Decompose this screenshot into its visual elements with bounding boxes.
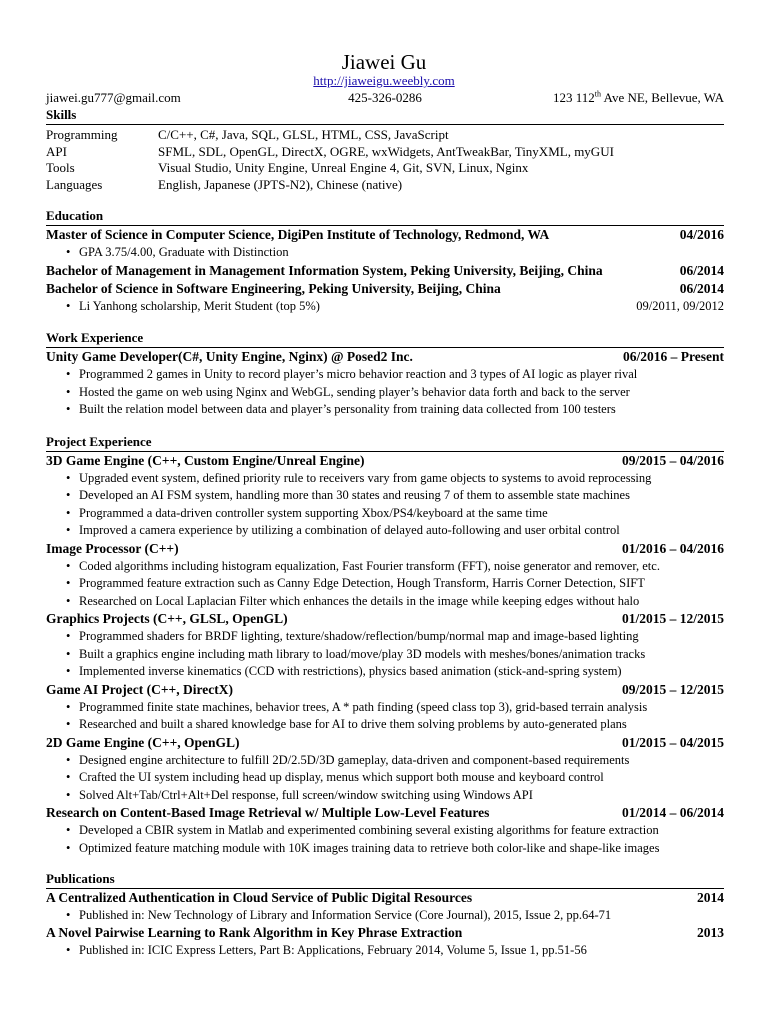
publication-entry: A Novel Pairwise Learning to Rank Algorithm in Key Phrase Extraction 2013 <box>46 925 724 940</box>
bullet-date: 09/2011, 09/2012 <box>636 298 724 313</box>
bullet-item: • Hosted the game on web using Nginx and WebGL, sending player’s behavior data forth and back to the server <box>46 384 724 402</box>
phone-text: 425-326-0286 <box>348 90 422 105</box>
skills-section <box>46 107 724 193</box>
bullet-item: • Programmed shaders for BRDF lighting, texture/shadow/reflection/bump/normal map and image-based lighting <box>46 628 724 646</box>
skill-row <box>46 127 724 144</box>
bullet-item: • Built the relation model between data and player’s personality from training data collected from 100 testers <box>46 401 724 419</box>
bullet-item: • GPA 3.75/4.00, Graduate with Distinction <box>46 244 724 262</box>
website-row <box>0 73 768 89</box>
bullet-item: • Solved Alt+Tab/Ctrl+Alt+Del response, full screen/window switching using Windows API <box>46 787 724 805</box>
section-title: Skills <box>46 107 724 125</box>
bullet-item: • Optimized feature matching module with 10K images training data to retrieve both color-like and shape-like images <box>46 840 724 858</box>
skill-label: Programming <box>46 127 118 142</box>
candidate-name: Jiawei Gu <box>341 50 427 74</box>
bullet-item: • Programmed a data-driven controller system supporting Xbox/PS4/keyboard at the same time <box>46 505 724 523</box>
publication-entry: A Centralized Authentication in Cloud Service of Public Digital Resources 2014 <box>46 890 724 905</box>
entry-date: 06/2014 <box>679 280 724 296</box>
bullet-item: • Developed an AI FSM system, handling more than 30 states and reusing 7 of them to assemble state machines <box>46 487 724 505</box>
entry-date: 01/2015 – 04/2015 <box>621 734 724 750</box>
section-title: Education <box>46 208 724 226</box>
bullet-item: • Published in: ICIC Express Letters, Part B: Applications, February 2014, Volume 5, Issue 1, pp.51-56 <box>46 942 724 960</box>
entry-date: 09/2015 – 12/2015 <box>621 681 724 697</box>
publications-section <box>46 871 724 959</box>
skill-row <box>46 177 724 194</box>
bullet-item: • Crafted the UI system including head up display, menus which support both mouse and keyboard control <box>46 769 724 787</box>
bullet-item: • Designed engine architecture to fulfill 2D/2.5D/3D gameplay, data-driven and component-based requirements <box>46 752 724 770</box>
skill-row <box>46 160 724 177</box>
bullet-item: • Researched and built a shared knowledge base for AI to drive them solving problems by auto-generated plans <box>46 716 724 734</box>
bullet-item: • Li Yanhong scholarship, Merit Student (top 5%) 09/2011, 09/2012 <box>46 298 724 316</box>
resume-content <box>46 107 724 959</box>
section-title: Publications <box>46 871 724 889</box>
entry-date: 06/2016 – Present <box>623 349 724 364</box>
project-entry: Graphics Projects (C++, GLSL, OpenGL) 01/2015 – 12/2015 <box>46 611 724 626</box>
section-title: Project Experience <box>46 434 724 452</box>
section-title: Work Experience <box>46 330 724 348</box>
bullet-item: • Built a graphics engine including math library to load/move/play 3D models with meshes/bones/animation tracks <box>46 646 724 664</box>
entry-date: 09/2015 – 04/2016 <box>621 452 724 468</box>
bullet-item: • Developed a CBIR system in Matlab and experimented combining several existing algorithms for feature extraction <box>46 822 724 840</box>
bullet-item: • Published in: New Technology of Library and Information Service (Core Journal), 2015, Issue 2, pp.64-71 <box>46 907 724 925</box>
entry-date: 06/2014 <box>679 262 724 278</box>
project-entry: 3D Game Engine (C++, Custom Engine/Unreal Engine) 09/2015 – 04/2016 <box>46 452 724 468</box>
bullet-item: • Implemented inverse kinematics (CCD with restrictions), physics based animation (stick-and-spring system) <box>46 663 724 681</box>
entry-date: 01/2016 – 04/2016 <box>621 540 724 556</box>
project-entry: Game AI Project (C++, DirectX) 09/2015 – 12/2015 <box>46 681 724 697</box>
website-link[interactable]: http://jiaweigu.weebly.com <box>313 73 455 88</box>
skill-label: Tools <box>46 160 75 175</box>
education-section <box>46 208 724 315</box>
entry-date: 01/2014 – 06/2014 <box>621 805 724 820</box>
bullet-item: • Improved a camera experience by utilizing a combination of delayed auto-following and user orbital control <box>46 522 724 540</box>
entry-date: 2013 <box>697 925 724 940</box>
skill-value: English, Japanese (JPTS-N2), Chinese (native) <box>158 176 403 192</box>
job-entry: Unity Game Developer(C#, Unity Engine, Nginx) @ Posed2 Inc. 06/2016 – Present <box>46 349 724 364</box>
skill-label: API <box>46 143 67 159</box>
contact-row <box>46 90 724 106</box>
bullet-item: • Coded algorithms including histogram equalization, Fast Fourier transform (FFT), noise generator and remover, etc. <box>46 558 724 576</box>
skill-value: Visual Studio, Unity Engine, Unreal Engine 4, Git, SVN, Linux, Nginx <box>158 160 529 175</box>
skill-value: C/C++, C#, Java, SQL, GLSL, HTML, CSS, JavaScript <box>158 127 449 142</box>
bullet-item: • Researched on Local Laplacian Filter which enhances the details in the image while keeping edges without halo <box>46 593 724 611</box>
skill-value: SFML, SDL, OpenGL, DirectX, OGRE, wxWidgets, AntTweakBar, TinyXML, myGUI <box>158 143 614 159</box>
entry-date: 2014 <box>697 890 724 905</box>
education-entry: Master of Science in Computer Science, DigiPen Institute of Technology, Redmond, WA 04/2016 <box>46 227 724 242</box>
bullet-item: • Programmed finite state machines, behavior trees, A * path finding (speed class top 3), grid-based terrain analysis <box>46 699 724 717</box>
skill-row <box>46 144 724 161</box>
education-entry: Bachelor of Management in Management Information System, Peking University, Beijing, China 06/2014 <box>46 262 724 278</box>
bullet-item: • Upgraded event system, defined priority rule to receivers vary from game objects to systems to avoid reprocessing <box>46 470 724 488</box>
bullet-item: • Programmed feature extraction such as Canny Edge Detection, Hough Transform, Harris Corner Detection, SIFT <box>46 575 724 593</box>
email-text: jiawei.gu777@gmail.com <box>46 90 181 105</box>
skill-label: Languages <box>46 176 103 192</box>
entry-date: 01/2015 – 12/2015 <box>621 611 724 626</box>
work-section <box>46 330 724 419</box>
entry-date: 04/2016 <box>679 227 724 242</box>
projects-section <box>46 434 724 858</box>
project-entry: Research on Content-Based Image Retrieval w/ Multiple Low-Level Features 01/2014 – 06/2014 <box>46 805 724 820</box>
education-entry: Bachelor of Science in Software Engineering, Peking University, Beijing, China 06/2014 <box>46 280 724 296</box>
project-entry: Image Processor (C++) 01/2016 – 04/2016 <box>46 540 724 556</box>
project-entry: 2D Game Engine (C++, OpenGL) 01/2015 – 04/2015 <box>46 734 724 750</box>
bullet-item: • Programmed 2 games in Unity to record player’s micro behavior reaction and 3 types of AI logic as player rival <box>46 366 724 384</box>
address-text: 123 112th Ave NE, Bellevue, WA <box>552 89 724 105</box>
